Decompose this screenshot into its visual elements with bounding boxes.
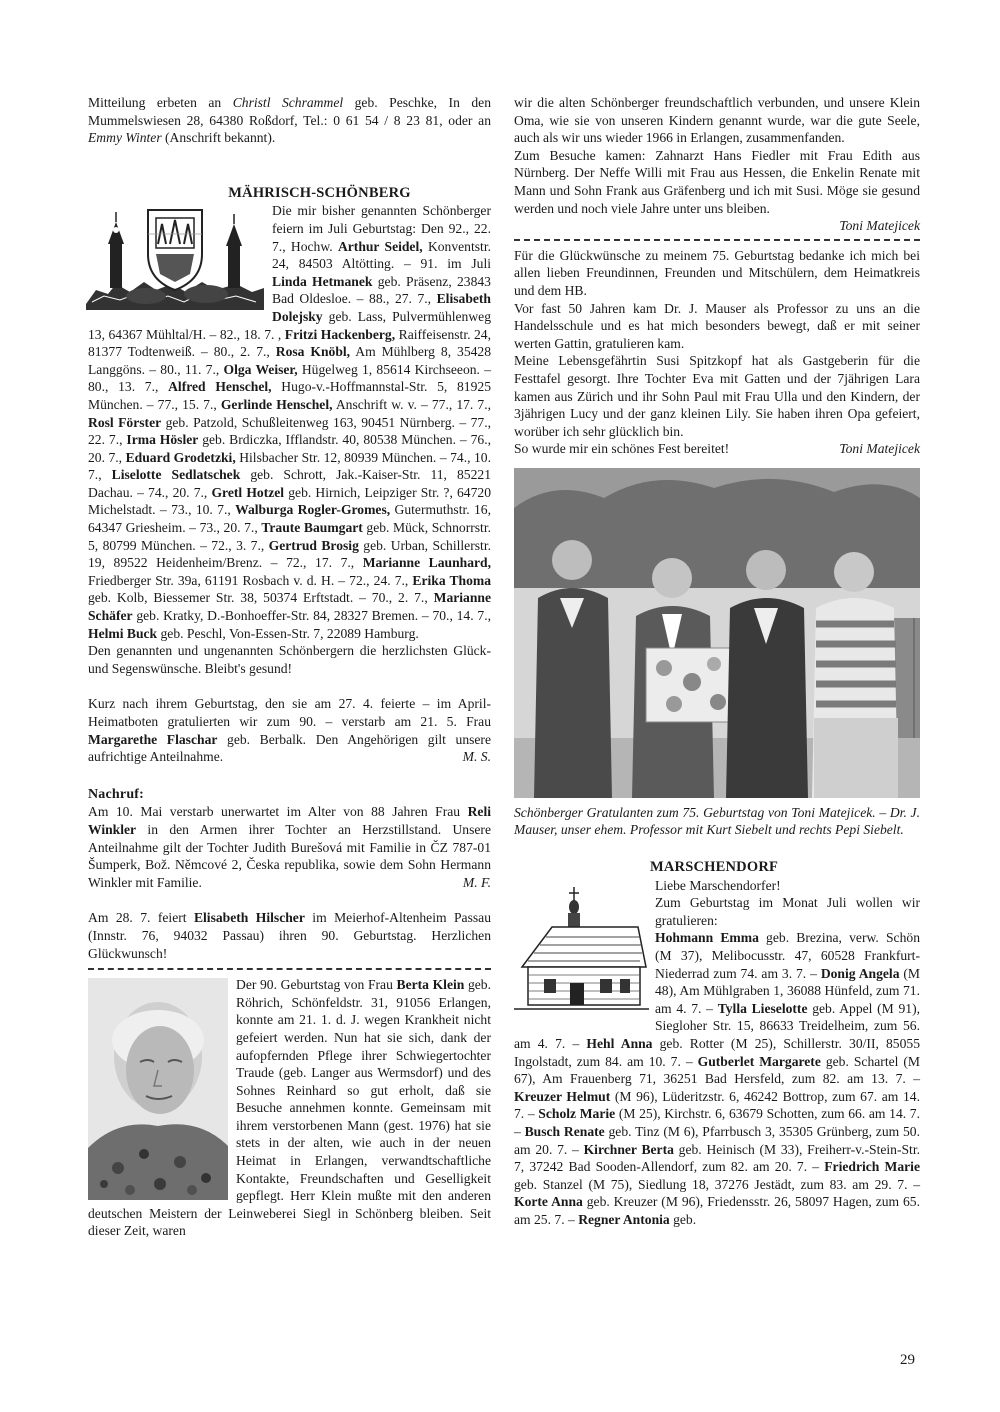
person-name: Traute Baumgart [261, 520, 363, 536]
person-name: Hehl Anna [586, 1036, 653, 1051]
marschendorf-greeting: Liebe Marschendorfer! [655, 877, 781, 893]
entry-text: geb. Schrott, Jak.-Kaiser-Str. 11, 85221 Dachau. – 74., 20. 7., [88, 467, 491, 500]
entry-text: Hugo-v.-Hoffmannstal-Str. 5, 81925 München. – 77., 15. 7., [88, 379, 491, 412]
church-illustration [514, 887, 649, 1017]
klein-signature-line [514, 217, 920, 235]
entry-text: geb. Schartel (M 67), Am Frauenberg 71, 36251 Bad Hersfeld, zum 82. am 13. 7. – [514, 1053, 920, 1087]
berta-klein-birthday: Der 90. Geburtstag von Frau Berta Klein geb. Röhrich, Schönfeldstr. 31, 91056 Erlangen, konnte am 21. 1. d. J. wegen Krankheit nicht gefeiert werden. Nun hat sie sich, dank der aufopfernden Pflege ihrer Schwiegertochter Traude (geb. Langer aus Wermsdorf) und des Sohnes Reinhard so gut erholt, daß sie Besuche annehmen konnte. Gemeinsam mit ihrem verstorbenen Mann (gest. 1976) hat sie stets in der alten, wie auch in der neuen Heimat in Erlangen, verwandtschaftliche Kontakte, Freundschaften und Geselligkeit gepflegt. Herr Klein mußte mit den anderen deutschen Meistern der Leinweberei Siegl in Schönberg bleiben. Seit dieser Zeit, waren [88, 977, 491, 1239]
thanks-paragraph-3: Meine Lebensgefährtin Susi Spitzkopf hat als Gastgeberin für die Festtafel gesorgt. Ihre Tochter Eva mit Gatten und der 7jährigen Lara kamen aus Zürich und ihr Sohn Paul mit Frau Ulla und den Kindern, der 3jährigen Lucy und der ganz kleinen Lily. Sie haben ihren Opa gefeiert, worüber ich sehr glücklich bin. [514, 353, 920, 439]
person-name: Linda Hetmanek [272, 273, 373, 289]
person-name: Alfred Henschel, [168, 379, 272, 395]
person-name: Friedrich Marie [824, 1159, 920, 1175]
person-name: Rosa Knöbl, [275, 344, 351, 360]
person-name: Gretl Hotzel [211, 484, 285, 500]
entry-text: Hügelweg 1, 85614 Kirchseeon. – 80., 13. 7., [88, 361, 491, 395]
person-name: Walburga Rogler-Gromes, [235, 502, 391, 518]
intro-notice: Mitteilung erbeten an Christl Schrammel geb. Peschke, In den Mummelswiesen 28, 64380 Roßdorf, Tel.: 0 61 54 / 8 23 81, oder an Emmy Winter (Anschrift bekannt). [88, 95, 491, 146]
person-name: Arthur Seidel, [337, 238, 423, 254]
person-name: Kreuzer Helmut [514, 1088, 611, 1104]
matejicek-signature-1: Toni Matejicek [839, 218, 920, 234]
left-column [88, 94, 491, 1240]
matejicek-signature-2: Toni Matejicek [839, 441, 920, 457]
maehrisch-schoenberg-greeting: Den genannten und ungenannten Schönbergern die herzlichsten Glück- und Segenswünsche. Bleibt's gesund! [88, 643, 491, 676]
person-name: Fritzi Hackenberg, [284, 326, 396, 342]
entry-text: geb. Stanzel (M 75), Siedlung 18, 37276 Jestädt, zum 83. am 29. 7. – [514, 1176, 920, 1192]
entry-text: Friedberger Str. 39a, 61191 Rosbach v. d. H. – 72., 24. 7., [88, 572, 413, 588]
section-heading-maehrisch-schoenberg: MÄHRISCH-SCHÖNBERG [228, 184, 411, 201]
person-name: Elisabeth Dolejsky [272, 291, 491, 324]
person-name: Tylla Lieselotte [717, 1000, 808, 1016]
thanks-paragraph-1: Für die Glückwünsche zu meinem 75. Geburtstag bedanke ich mich bei allen lieben Freundinnen, Freunden und Mitschülern, dem Heimatkreis und dem HB. [514, 247, 920, 298]
right-column [514, 94, 920, 1229]
person-name: Olga Weiser, [223, 361, 298, 377]
group-photo-gratulanten [514, 468, 920, 798]
klein-visitors: Zum Besuche kamen: Zahnarzt Hans Fiedler mit Frau Edith aus Nürnberg. Der Neffe Willi mit Frau aus Hessen, die Enkelin Renate mit Mann und Sohn Frank aus Gräfenberg und ich mit Susi. Möge sie gesund werden und noch viele Jahre unter uns bleiben. [514, 147, 920, 216]
entry-text: geb. Präsenz, 23843 Bad Oldesloe. – 88., 27. 7., [272, 273, 491, 307]
entry-text: geb. Appel (M 91), Siegloher Str. 15, 86633 Treidelheim, zum 56. am 4. 7. – [514, 1000, 920, 1051]
klein-continuation: wir die alten Schönberger freundschaftlich verbunden, und unsere Klein Oma, wie sie von unseren Kindern genannt wurde, war die gute Seele, auch als wir uns wieder 1966 in Erlangen, zusammenfanden. [514, 95, 920, 146]
nachruf-heading: Nachruf: [88, 786, 145, 802]
person-name: Kirchner Berta [583, 1141, 674, 1157]
entry-text: (M 25), Kirchstr. 6, 63679 Schotten, zum 66. am 14. 7. – [514, 1106, 920, 1139]
person-name: Busch Renate [524, 1123, 605, 1139]
thanks-paragraph-4: So wurde mir ein schönes Fest bereitet! Toni Matejicek [514, 441, 920, 457]
person-name: Korte Anna [514, 1194, 583, 1210]
hilscher-birthday: Am 28. 7. feiert Elisabeth Hilscher im Meierhof-Altenheim Passau (Innstr. 76, 94032 Passau) ihren 90. Geburtstag. Herzlichen Glückwunsch! [88, 910, 491, 961]
flaschar-obituary: Kurz nach ihrem Geburtstag, den sie am 27. 4. feierte – im April-Heimatboten gratulierten wir zum 90. – verstarb am 21. 5. Frau Margarethe Flaschar geb. Berbalk. Den Angehörigen gilt unsere aufrichtige Anteilnahme. M. S. [88, 696, 491, 765]
entry-text: Raiffeisenstr. 24, 81377 Todtenweiß. – 80., 2. 7., [88, 326, 491, 360]
section-divider-right [514, 239, 920, 241]
entry-text: Anschrift w. v. – 77., 17. 7., [332, 396, 491, 412]
winkler-obituary: Am 10. Mai verstarb unerwartet im Alter von 88 Jahren Frau Reli Winkler in den Armen ihrer Tochter an Herzstillstand. Unsere Anteilnahme gilt der Tochter Judith Burešová mit Familie in ČZ 787-01 Šumperk, Bož. Němcové 2, Česka republika, sowie dem Sohn Hermann Winkler mit Familie. M. F. [88, 804, 491, 890]
entry-text: geb. Rotter (M 25), Schillerstr. 30/II, 85055 Ingolstadt, zum 84. am 10. 7. – [514, 1036, 920, 1069]
person-name: Eduard Grodetzki, [125, 449, 236, 465]
entry-text: geb. Peschl, Von-Essen-Str. 7, 22089 Hamburg. [157, 625, 419, 641]
entry-text: geb. Kolb, Biessemer Str. 38, 50374 Erftstadt. – 70., 2. 7., [88, 590, 434, 606]
person-name: Liselotte Sedlatschek [111, 467, 241, 483]
entry-text: (M 96), Lüderitzstr. 6, 46242 Bottrop, zum 67. am 14. 7. – [514, 1088, 920, 1122]
entry-text: Hilsbacher Str. 12, 80939 München. – 74., 10. 7., [88, 449, 491, 483]
person-name: Regner Antonia [578, 1211, 670, 1227]
entry-text: geb. Tinz (M 6), Pfarrbusch 3, 35305 Grünberg, zum 50. am 20. 7. – [514, 1123, 920, 1157]
entry-text: geb. Hirnich, Leipziger Str. ?, 64720 Michelstadt. – 73., 10. 7., [88, 484, 491, 518]
entry-text: Die mir bisher genannten Schönberger feiern im Juli Geburtstag: Den 92., 22. 7., Hochw. [272, 203, 491, 254]
page-number: 29 [900, 1352, 915, 1368]
entry-text: geb. Kratky, D.-Bonhoeffer-Str. 84, 28327 Bremen. – 70., 14. 7., [132, 608, 491, 624]
flaschar-signature: M. S. [462, 749, 491, 765]
person-name: Irma Hösler [126, 432, 199, 448]
marschendorf-intro: Zum Geburtstag im Monat Juli wollen wir gratulieren: [655, 895, 920, 928]
section-heading-marschendorf: MARSCHENDORF [650, 859, 779, 876]
person-name: Scholz Marie [538, 1106, 616, 1122]
person-name: Erika Thoma [412, 572, 491, 588]
person-name: Gertrud Brosig [268, 537, 359, 553]
person-name: Marianne Schäfer [88, 590, 491, 624]
entry-text: Gutermuthstr. 16, 64347 Griesheim. – 73., 20. 7., [88, 502, 492, 536]
entry-text: geb. [669, 1211, 697, 1227]
town-crest-image [86, 204, 264, 310]
person-name: Helmi Buck [88, 625, 158, 641]
entry-text: Konventstr. 24, 84503 Altötting. – 91. im Juli [272, 238, 491, 272]
person-name: Rosl Förster [88, 414, 162, 430]
portrait-photo-berta-klein [88, 978, 228, 1200]
entry-text: geb. Heinisch (M 33), Freiherr-v.-Stein-Str. 7, 37242 Bad Sooden-Allendorf, zum 82. am 20. 7. – [514, 1141, 920, 1175]
thanks-paragraph-2: Vor fast 50 Jahren kam Dr. J. Mauser als Professor zu uns an die Handelsschule und es hat mich besonders bewegt, daß er mit seiner werten Gattin, gratulieren kam. [514, 300, 920, 351]
entry-text: geb. Urban, Schillerstr. 19, 89522 Heidenheim/Brenz. – 72., 17. 7., [88, 537, 491, 571]
entry-text: geb. Brdiczka, Ifflandstr. 40, 80538 München. – 76., 20. 7., [88, 432, 491, 465]
person-name: Gutberlet Margarete [697, 1053, 821, 1069]
photo-caption: Schönberger Gratulanten zum 75. Geburtstag von Toni Matejicek. – Dr. J. Mauser, unser ehem. Professor mit Kurt Siebelt und rechts Pepi Siebelt. [514, 804, 920, 838]
person-name: Marianne Launhard, [362, 555, 491, 571]
entry-text: geb. Patzold, Schußleitenweg 163, 90451 Nürnberg. – 77., 22. 7., [88, 414, 491, 448]
section-divider [88, 968, 491, 970]
winkler-signature: M. F. [462, 874, 491, 890]
person-name: Hohmann Emma [655, 930, 759, 946]
entry-text: geb. Mück, Schnorrstr. 5, 80799 München. – 72., 3. 7., [88, 520, 491, 553]
entry-text: (M 48), Am Mühlgraben 1, 36088 Hünfeld, zum 71. am 4. 7. – [655, 965, 921, 1016]
entry-text: geb. Lass, Pulvermühlenweg 13, 64367 Mühltal/H. – 82., 18. 7. , [88, 308, 491, 342]
entry-text: geb. Brezina, verw. Schön (M 37), Melibocusstr. 47, 60528 Frankfurt-Niederrad zum 74. am 3. 7. – [655, 930, 920, 981]
person-name: Donig Angela [820, 965, 900, 981]
person-name: Gerlinde Henschel, [220, 396, 333, 412]
entry-text: geb. Kreuzer (M 96), Friedensstr. 26, 58097 Hagen, zum 65. am 25. 7. – [514, 1194, 920, 1227]
entry-text: Am Mühlberg 8, 35428 Langgöns. – 80., 11. 7., [88, 344, 492, 377]
